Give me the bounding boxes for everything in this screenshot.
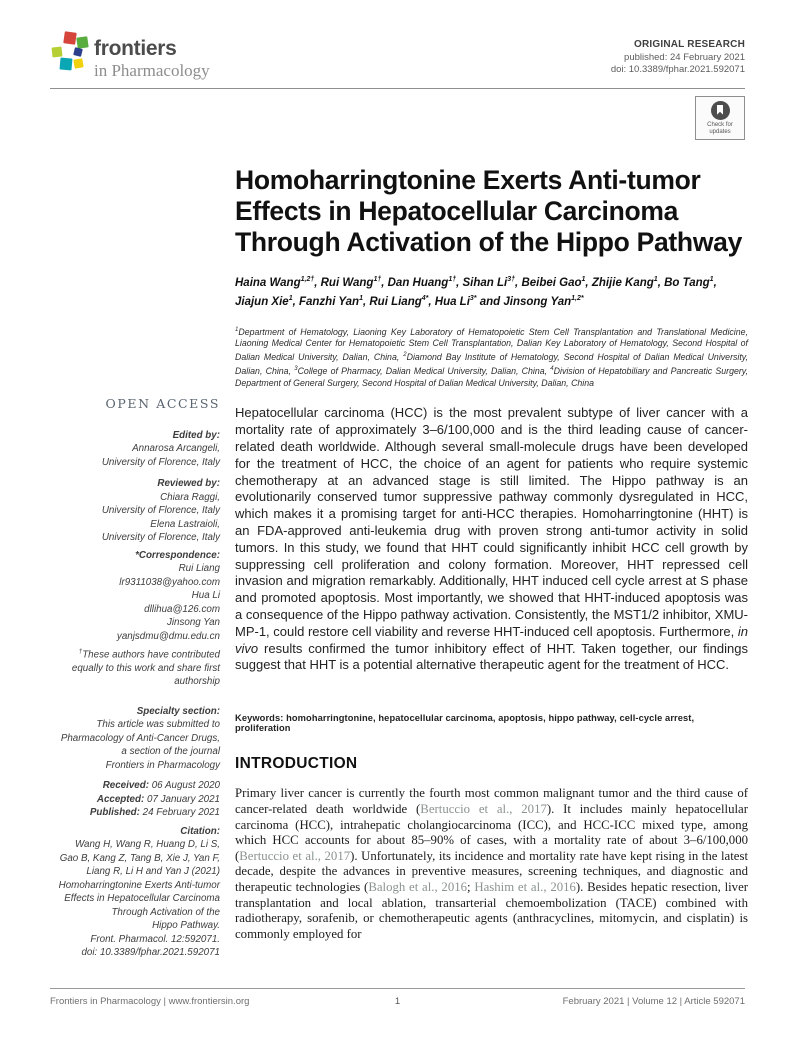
footer-issue-info: February 2021 | Volume 12 | Article 592071 — [562, 996, 745, 1007]
accepted-value: 07 January 2021 — [147, 793, 220, 805]
text-run: ). Besides hepatic resection, liver transplantation and local ablation, transarterial chemoembolization (TACE) combined with radiotherapy, sorafenib, or chemotherapeutic agents (anthracyclines, mitomycin, and cisplatin) is commonly employed for — [235, 879, 749, 941]
received-line — [50, 779, 220, 793]
introduction-paragraph — [235, 786, 748, 942]
article-type-label: ORIGINAL RESEARCH — [633, 39, 745, 50]
citation-section — [50, 825, 220, 960]
superscript-marker: 1 — [235, 326, 239, 333]
correspondence-label: *Correspondence: — [135, 549, 220, 561]
text-line: Elena Lastraioli, — [150, 518, 220, 530]
author-name: Rui Liang$^{4*}$ — [369, 294, 429, 308]
text-line: doi: 10.3389/fphar.2021.592071 — [81, 947, 220, 959]
received-value: 06 August 2020 — [151, 780, 220, 792]
text-run: ). Unfortunately, its incidence and mortality rate have kept rising in the latest decade, despite the advances in preventive measures, screening techniques, and diagnostic and therapeutic technologies ( — [235, 848, 748, 894]
article-info-sidebar — [50, 397, 220, 960]
text-run: Diamond Bay Institute of Hematology, Second Hospital of Dalian Medical University, Dalian, China, — [235, 352, 748, 376]
author-name: Bo Tang$^1$ — [664, 276, 714, 289]
text-line: Jinsong Yan — [166, 617, 220, 628]
published-date-line: published: 24 February 2021 — [624, 51, 745, 63]
article-dates — [50, 779, 220, 820]
text-run: in vivo — [235, 623, 748, 656]
specialty-section — [50, 705, 220, 773]
correspondence-lines — [50, 562, 220, 643]
frontiers-logo — [50, 32, 210, 82]
abstract-text — [235, 405, 748, 713]
author-name: Fanzhi Yan$^1$ — [298, 294, 363, 308]
logo-wordmark-frontiers: frontiers — [94, 37, 177, 60]
text-run: ). It includes mainly hepatocellular carcinoma (HCC), intrahepatic cholangiocarcinoma (ICC), and HCC-ICC mixed type, among which HCC accounts for about 85–90% of cases, with a mortality rate of about 3–6/100,000 ( — [235, 802, 748, 863]
check-for-updates-label: Check for updates — [707, 121, 733, 135]
header-meta — [611, 38, 745, 77]
logo-cube-icon — [59, 57, 72, 70]
text-run: results confirmed the tumor inhibitory effect of HHT. Taken together, our findings suggest that HHT is a potential alternative therapeutic agent for the treatment of HCC. — [235, 640, 748, 673]
text-line: Through Activation of the — [111, 906, 220, 918]
citation-link[interactable]: Bertuccio et al., 2017 — [239, 848, 351, 863]
page-header — [50, 30, 745, 82]
published-value: 24 February 2021 — [142, 807, 220, 819]
text-run: College of Pharmacy, Dalian Medical University, Dalian, China, — [297, 365, 551, 376]
text-run: Division of Hepatobiliary and Pancreatic Surgery, Department of General Surgery, Second Hospital of Dalian Medical University, Dalian, China — [235, 365, 748, 388]
doi-link[interactable]: doi: 10.3389/fphar.2021.592071 — [610, 64, 745, 76]
logo-wordmark — [94, 32, 210, 82]
author-name: Beibei Gao$^1$ — [521, 276, 586, 289]
header-divider — [50, 88, 745, 89]
text-run: Department of Hematology, Liaoning Key Laboratory of Hematopoietic Stem Cell Transplantation and Translational Medicine, Liaoning Medical Center for Hematopoietic Stem Cell Transplantation, Dalian Key Laboratory of Hematology, Second Hospital of Dalian Medical University, Dalian, China, — [235, 326, 748, 363]
article-title: Homoharringtonine Exerts Anti-tumor Effects in Hepatocellular Carcinoma Through Activation of the Hippo Pathway — [235, 165, 743, 257]
specialty-lines — [50, 718, 220, 772]
text-line: Homoharringtonine Exerts Anti-tumor — [58, 879, 220, 891]
keywords-line: Keywords: homoharringtonine, hepatocellular carcinoma, apoptosis, hippo pathway, cell-cycle arrest, proliferation — [235, 713, 695, 734]
accepted-label: Accepted: — [96, 793, 145, 805]
superscript-marker: 2 — [403, 352, 407, 359]
equal-contribution-note — [50, 645, 220, 689]
citation-link[interactable]: Hashim et al., 2016 — [474, 879, 576, 894]
footer-divider — [50, 988, 745, 989]
text-run: Primary liver cancer is currently the fourth most common malignant tumor and the third cause of cancer-related death worldwide ( — [235, 786, 748, 816]
text-run: ; — [467, 879, 475, 894]
author-name: Jinsong Yan$^{1,2*}$ — [503, 294, 584, 308]
logo-cube-icon — [76, 36, 88, 48]
logo-cube-icon — [52, 47, 63, 58]
text-line: Hippo Pathway. — [152, 920, 220, 932]
open-access-label: OPEN ACCESS — [105, 396, 220, 411]
text-line: Front. Pharmacol. 12:592071. — [90, 933, 220, 945]
edited-by-label: Edited by: — [172, 429, 220, 441]
author-name: Haina Wang$^{1,2\dagger}$ — [235, 276, 315, 289]
author-name: Zhijie Kang$^1$ — [591, 276, 658, 289]
frontiers-cubes-icon — [50, 32, 94, 82]
page-number: 1 — [394, 996, 401, 1007]
logo-cube-icon — [73, 47, 83, 57]
main-column — [235, 165, 748, 942]
received-label: Received: — [102, 780, 149, 792]
text-line: Liang R, Li H and Yan J (2021) — [86, 866, 220, 878]
text-line: Pharmacology of Anti-Cancer Drugs, — [60, 732, 220, 744]
author-name: Hua $Li^{3*}$ — [434, 294, 477, 308]
email-link[interactable]: yanjsdmu@dmu.edu.cn — [116, 630, 220, 642]
citation-label: Citation: — [180, 825, 220, 837]
published-line — [50, 806, 220, 820]
edited-by-lines — [50, 442, 220, 469]
email-link[interactable]: lr9311038@yahoo.com — [119, 576, 220, 588]
edited-by-section — [50, 429, 220, 470]
text-line: University of Florence, Italy — [101, 505, 220, 516]
author-name: Jiajun Xie$^1$ — [235, 294, 293, 308]
citation-lines — [50, 838, 220, 960]
author-name: Dan Huang$^{1\dagger}$ — [387, 276, 457, 289]
text-line: This article was submitted to — [96, 719, 220, 731]
logo-journal-name: in Pharmacology — [94, 61, 210, 80]
citation-link[interactable]: Bertuccio et al., 2017 — [420, 802, 547, 816]
text-line: Annarosa Arcangeli, — [132, 443, 220, 454]
crossmark-icon — [711, 101, 730, 120]
footer-website-link[interactable]: www.frontiersin.org — [168, 996, 250, 1007]
text-line: Gao B, Kang Z, Tang B, Xie J, Yan F, — [59, 852, 220, 864]
footer-separator: | — [163, 996, 166, 1007]
citation-link[interactable]: Balogh et al., 2016 — [368, 879, 468, 894]
specialty-section-label: Specialty section: — [136, 705, 220, 717]
correspondence-section — [50, 549, 220, 644]
published-label: Published: — [89, 807, 140, 819]
reviewed-by-section — [50, 477, 220, 545]
superscript-marker: 3 — [294, 365, 298, 372]
affiliations — [235, 325, 748, 390]
text-line: University of Florence, Italy — [101, 532, 220, 543]
check-for-updates-button[interactable] — [695, 96, 745, 140]
introduction-heading: INTRODUCTION — [235, 755, 358, 773]
text-line: a section of the journal — [121, 746, 220, 758]
text-run: Hepatocellular carcinoma (HCC) is the most prevalent subtype of liver cancer with a mortality rate of approximately 3–6/100,000 and is the third leading cause of cancer-related death worldwide. Although several small-molecule drugs have been developed for the treatment of HCC, the choice of an agent for patients who require systemic chemotherapy at an advanced stage is still limited. The Hippo pathway is an evolutionarily conserved tumor suppressive pathway commonly dysregulated in HCC, which makes it a promising target for anti-HCC therapies. Homoharringtonine (HHT) is an FDA-approved anti-leukemia drug with proven strong anti-tumor activity in solid tumors. In this study, we found that HHT could significantly inhibit HCC cell growth by suppressing cell proliferation and colony formation. Moreover, HHT repressed cell invasion and migration remarkably. Additionally, HHT induced cell cycle arrest at S phase and promoted apoptosis. Most importantly, we showed that HHT-induced apoptosis was a consequence of the Hippo pathway activation. Consistently, the MST1/2 inhibitor, XMU-MP-1, could restore cell viability and reverse HHT-induced cell apoptosis. Furthermore, — [235, 405, 748, 639]
superscript-marker: 4 — [550, 365, 554, 372]
text-line: Rui Liang — [178, 563, 220, 574]
accepted-line — [50, 793, 220, 807]
text-line: Effects in Hepatocellular Carcinoma — [64, 893, 220, 905]
reviewed-by-label: Reviewed by: — [157, 478, 220, 489]
author-name: Sihan $Li^{3\dagger}$ — [462, 276, 516, 289]
text-line: Frontiers in Pharmacology — [105, 759, 220, 771]
logo-cube-icon — [63, 31, 77, 45]
author-name: Rui Wang$^{1\dagger}$ — [320, 276, 382, 289]
text-line: Wang H, Wang R, Huang D, Li S, — [74, 839, 220, 851]
email-link[interactable]: dllihua@126.com — [144, 603, 220, 615]
text-line: University of Florence, Italy — [101, 456, 220, 468]
logo-cube-icon — [73, 58, 83, 68]
bookmark-icon — [717, 105, 723, 115]
text-line: Chiara Raggi, — [160, 491, 220, 503]
footer-journal-name: Frontiers in Pharmacology — [50, 996, 161, 1007]
text-line: Hua Li — [191, 590, 220, 601]
text-run: These authors have contributed equally to this work and share first authorship — [71, 649, 220, 688]
reviewed-by-lines — [50, 491, 220, 545]
superscript-marker: † — [78, 648, 83, 655]
author-list: Haina Wang$^{1,2\dagger}$, Rui Wang$^{1\dagger}$, Dan Huang$^{1\dagger}$, Sihan $Li^{3\dagger}$, Beibei Gao$^1$, Zhijie Kang$^1$, Bo Tang$^1$, Jiajun Xie$^1$, Fanzhi Yan$^1$, Rui Liang$^{4*}$, Hua $Li^{3*}$ and Jinsong Yan$^{1,2*}$ — [235, 276, 717, 308]
